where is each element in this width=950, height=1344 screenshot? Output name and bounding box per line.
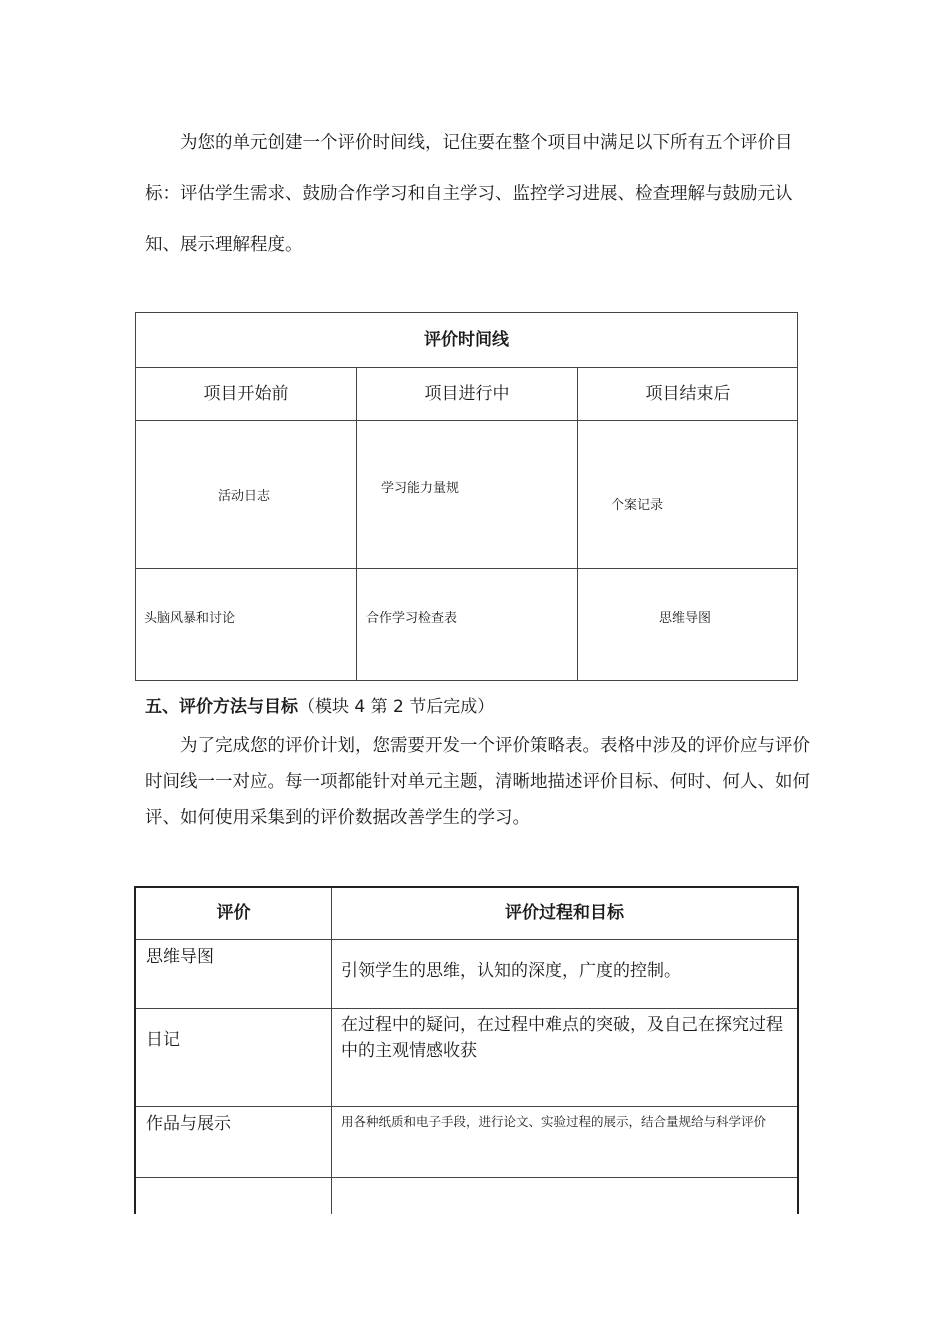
timeline-cell: 头脑风暴和讨论 xyxy=(144,611,236,626)
timeline-cell: 思维导图 xyxy=(659,611,712,626)
timeline-col-during: 项目进行中 xyxy=(424,384,510,404)
timeline-cell: 合作学习检查表 xyxy=(366,611,458,626)
section-note: （模块 4 第 2 节后完成） xyxy=(298,697,495,717)
timeline-col-before: 项目开始前 xyxy=(203,384,289,404)
strategy-header-process: 评价过程和目标 xyxy=(505,903,624,923)
strategy-row-name: 作品与展示 xyxy=(146,1114,231,1134)
section-heading xyxy=(145,692,494,717)
timeline-title: 评价时间线 xyxy=(424,330,509,350)
strategy-header-assessment: 评价 xyxy=(216,903,251,923)
timeline-table xyxy=(135,312,798,681)
strategy-row-desc: 用各种纸质和电子手段，进行论文、实验过程的展示，结合量规给与科学评价 xyxy=(341,1114,767,1129)
timeline-cell: 学习能力量规 xyxy=(381,481,460,496)
strategy-table xyxy=(134,886,799,1214)
strategy-row-name: 思维导图 xyxy=(146,947,214,967)
intro-paragraph: 为您的单元创建一个评价时间线，记住要在整个项目中满足以下所有五个评价目标：评估学生需求、鼓励合作学习和自主学习、监控学习进展、检查理解与鼓励元认知、展示理解程度。 xyxy=(145,133,793,255)
strategy-row-desc: 引领学生的思维，认知的深度，广度的控制。 xyxy=(341,961,681,981)
timeline-cell: 活动日志 xyxy=(218,489,271,504)
strategy-row-name: 日记 xyxy=(146,1030,180,1050)
section-body: 为了完成您的评价计划，您需要开发一个评价策略表。表格中涉及的评价应与评价时间线一一对应。每一项都能针对单元主题，清晰地描述评价目标、何时、何人、如何评、如何使用采集到的评价数据改善学生的学习。 xyxy=(145,736,810,828)
strategy-row-desc: 在过程中的疑问，在过程中难点的突破，及自己在探究过程中的主观情感收获 xyxy=(341,1015,783,1061)
timeline-col-after: 项目结束后 xyxy=(645,384,731,404)
section-title: 五、评价方法与目标 xyxy=(145,697,298,717)
timeline-cell: 个案记录 xyxy=(611,498,664,513)
